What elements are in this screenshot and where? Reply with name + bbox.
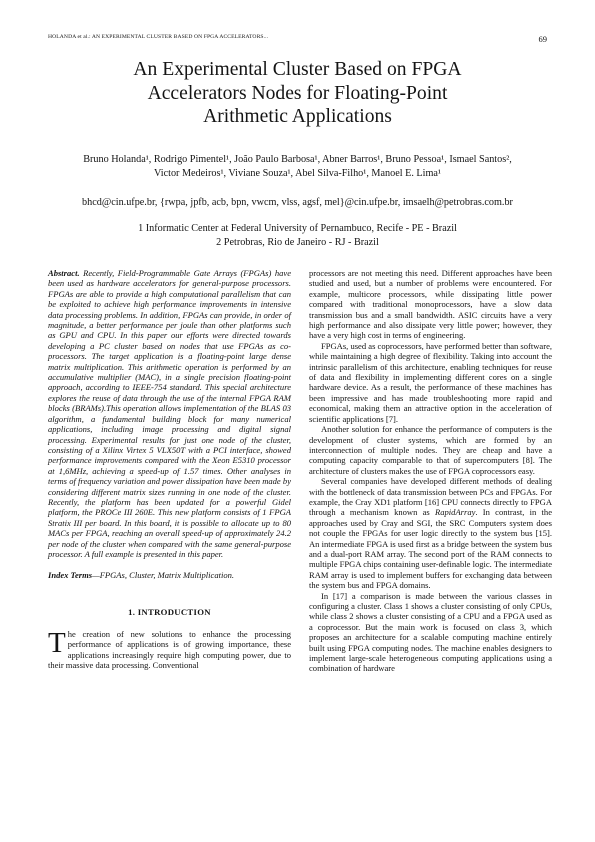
term-rapidarray: RapidArray [435, 507, 476, 518]
affiliation-line: 2 Petrobras, Rio de Janeiro - RJ - Brazil [216, 236, 379, 248]
author-emails: bhcd@cin.ufpe.br, {rwpa, jpfb, acb, bpn, vwcm, vlss, agsf, mel}@cin.ufpe.br, imsaelh@petrobras.com.br [82, 197, 513, 208]
author-list [40, 153, 555, 181]
intro-text: he creation of new solutions to enhance the processing performance of applications is of growing importance, these applications increasingly require high computing power, due to their massive data processing. Conventional [48, 628, 291, 670]
author-line: Victor Medeiros¹, Viviane Souza¹, Abel Silva-Filho¹, Manoel E. Lima¹ [154, 168, 441, 179]
body-paragraph: Another solution for enhance the performance of computers is the development of cluster systems, which are formed by an interconnection of multiple nodes. They are cheap and have a computing capacity comparable to that of supercomputers [8]. The architecture of clusters makes the use of FPGA coprocessors easy. [309, 424, 552, 476]
affiliation-line: 1 Informatic Center at Federal University of Pernambuco, Recife - PE - Brazil [138, 223, 457, 234]
body-paragraph: processors are not meeting this need. Different approaches have been studied and used, but a number of problems were encountered. For example, multicore processors, while dissipating little power compared with traditional monoprocessors, have a slow data transmission bus and a small bandwidth. ASIC circuits have a very high performance and also dissipate very little power; however, they have a very high cost in terms of engineering. [309, 268, 552, 341]
running-header [48, 34, 547, 48]
title-line: Arithmetic Applications [203, 106, 392, 127]
left-column [48, 268, 291, 670]
body-paragraph: FPGAs, used as coprocessors, have performed better than software, while maintaining a high degree of flexibility. Taking into account the intrinsic parallelism of this architecture, enabling techniques for reuse of data and flexibility in implementing different cores on a single hardware device. As a result, the performance of these machines has been impressive and has made troubleshooting more rapid and economical, making them an attractive option in the acceleration of scientific applications [7]. [309, 340, 552, 424]
index-terms [48, 570, 291, 580]
index-terms-label: Index Terms [48, 570, 93, 581]
intro-paragraph [48, 626, 291, 671]
abstract-text: Recently, Field-Programmable Gate Arrays (FPGAs) have been used as hardware accelerators for general-purpose processors. FPGAs are able to provide a high computational parallelism that can be exploited to achieve high performance improvements in intensive data processing problems. In addition, FPGAs can provide, in order of magnitude, a better performance per joule than other platforms such as GPU and CPU. In this paper our efforts were directed towards developing a PC cluster based on nodes that use FPGAs as co-processors. The target application is a floating-point large dense matrix multiplication. This arithmetic operation is performed by an accumulative multiplier (MAC), in a single precision floating-point approach, according to IEEE-754 standard. This special architecture explores the reuse of data through the use of the internal FPGA RAM blocks (BRAMs).This operation allows implementation of the BLAS 03 algorithm, a fundamental building block for many numerical applications, including image processing and digital signal processing. Experimental results for just one node of the cluster, consisting of a Xilinx Virtex 5 VLX50T with a PCI interface, showed performance improvements compared with the Xeon E5310 processor at 1,6MHz, achieving a speed-up of 1.57 times. Other analyses in terms of frequency variation and power dissipation have been made by considering different matrix sizes running in one node of the cluster. Recently, the platform has been updated for a powerful Gidel platform, the PROCe III 260E. This new platform consists of 1 FPGA Stratix III per board. In this board, it is possible to allocate up to 80 MACs per FPGA, reaching an overall speed-up of approximately 24.2 per node of the cluster when compared with the same general-purpose processor. A full example is presented in this paper. [48, 268, 291, 559]
title-line: Accelerators Nodes for Floating-Point [147, 82, 448, 104]
section-heading: 1. INTRODUCTION [128, 606, 211, 617]
affiliations [60, 222, 535, 249]
running-head: HOLANDA et al.: AN EXPERIMENTAL CLUSTER BASED ON FPGA ACCELERATORS... [48, 34, 269, 40]
page-number: 69 [538, 34, 547, 44]
abstract [48, 268, 291, 559]
author-line: Bruno Holanda¹, Rodrigo Pimentel¹, João Paulo Barbosa¹, Abner Barros¹, Bruno Pessoa¹, Ismael Santos², [83, 154, 512, 165]
abstract-label: Abstract. [48, 268, 80, 278]
right-column [309, 268, 552, 674]
body-paragraph [309, 476, 552, 590]
drop-cap: T [48, 626, 66, 659]
index-terms-text: —FPGAs, Cluster, Matrix Multiplication. [92, 570, 235, 581]
title-line: An Experimental Cluster Based on FPGA [133, 59, 462, 80]
paragraph-text: Several companies have developed different methods of dealing with the bottleneck of data transmission between PCs and FPGAs. For example, the Cray XD1 platform [16] CPU connects directly to FPGA through a mechanism known as [309, 476, 552, 518]
paper-title [60, 58, 535, 129]
paragraph-text: . In contrast, in the approaches used by Cray and SGI, the SRC Computers system does not couple the FPGAs for user logic directly to the system bus [15]. An intermediate FPGA is used first as a bridge between the system bus and a dual-port RAM array. The second port of the RAM connects to multiple FPGA chips containing user-definable logic. The intermediate RAM array is used to implement buffers for exchanging data between the system bus and FPGA domains. [309, 507, 552, 591]
body-paragraph: In [17] a comparison is made between the various classes in configuring a cluster. Class 1 shows a cluster consisting of only CPUs, while class 2 shows a cluster consisting of a CPU and a FPGA used as a coprocessor. But the main work is focused on class 3, which proposes an architecture for a scalable computing machine entirely built using FPGA computing nodes. The machine enables designers to implement large-scale heterogeneous computing applications using a combination of hardware [309, 590, 552, 674]
